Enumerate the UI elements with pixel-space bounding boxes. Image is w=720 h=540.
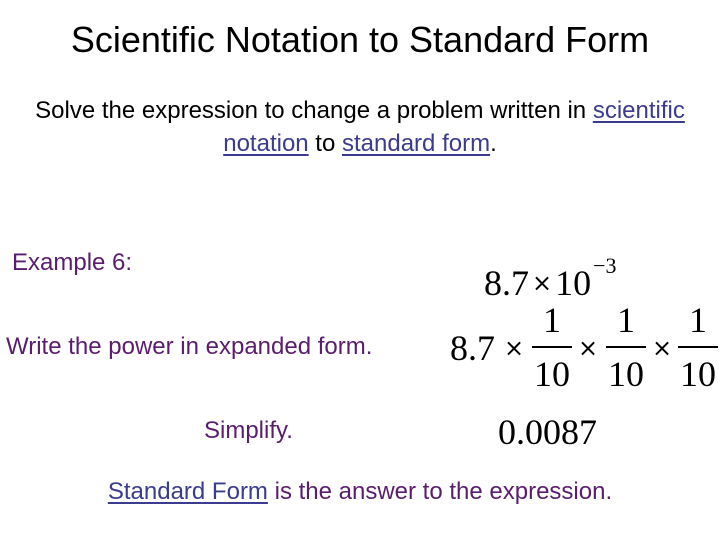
expression-coefficient: 8.7 [484,263,529,303]
times-symbol: × [652,334,673,362]
scientific-expression [484,242,617,307]
times-symbol: × [578,334,599,362]
intro-text [20,94,700,160]
fraction-denominator: 10 [680,354,716,394]
fraction-denominator: 10 [608,354,644,394]
expanded-coefficient: 8.7 [450,328,495,368]
intro-text-mid: to [308,130,342,157]
fraction-1 [530,300,574,394]
result-value: 0.0087 [498,412,597,452]
times-symbol: × [532,269,553,297]
fraction-numerator: 1 [617,300,635,340]
expression-base: 10 [555,263,592,303]
example-label: Example 6: [12,249,133,276]
times-symbol: × [504,334,525,362]
standard-form-link[interactable]: standard form [342,130,491,157]
footer-text [0,476,720,508]
step-expand-label: Write the power in expanded form. [6,333,373,360]
footer-text-rest: is the answer to the expression. [267,478,613,505]
standard-form-footer-link[interactable]: Standard Form [107,478,268,505]
scientific-notation-link[interactable]: scientific notation [223,97,685,157]
fraction-denominator: 10 [534,354,570,394]
fraction-numerator: 1 [543,300,561,340]
step-simplify-label: Simplify. [204,417,293,444]
intro-text-before: Solve the expression to change a problem written in [35,97,593,124]
intro-text-after: . [490,130,497,157]
slide-title: Scientific Notation to Standard Form [70,19,650,60]
fraction-2 [604,300,648,394]
fraction-3 [676,300,720,394]
expression-exponent: −3 [593,253,617,278]
fraction-numerator: 1 [689,300,707,340]
expanded-expression [450,300,718,396]
